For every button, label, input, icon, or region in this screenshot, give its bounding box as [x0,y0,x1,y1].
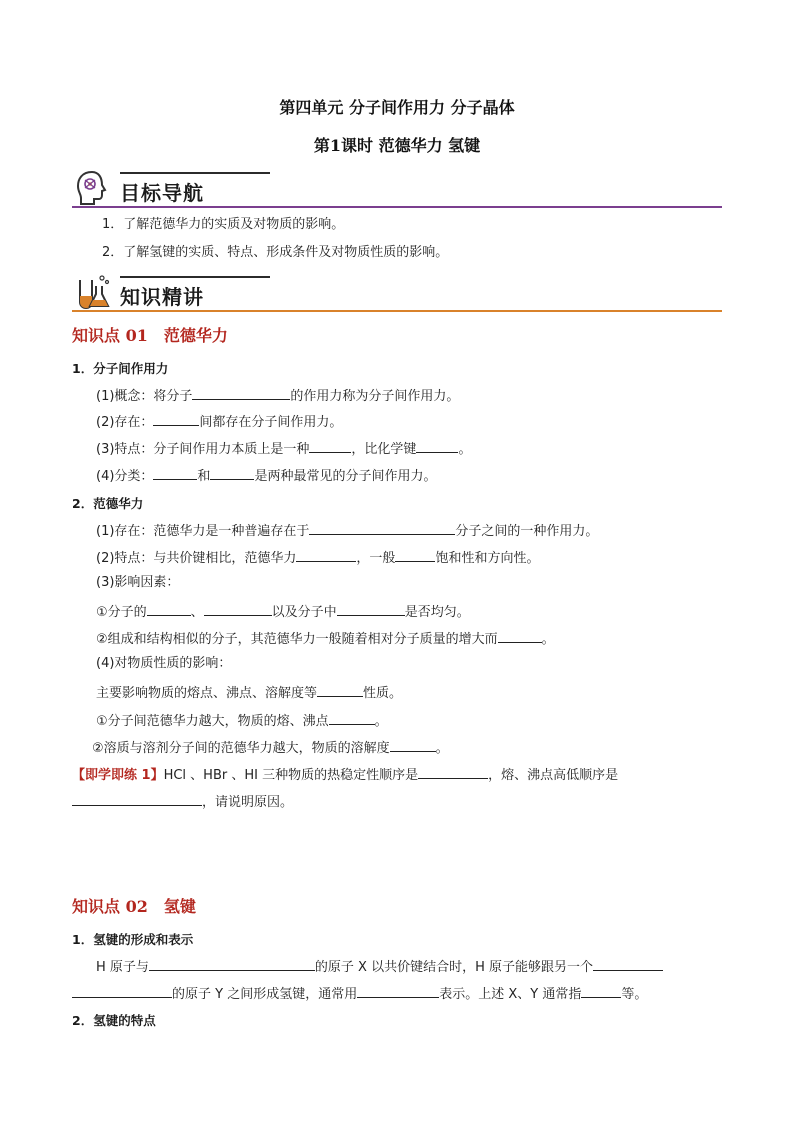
kp1-title: 知识点 01 范德华力 [72,326,228,345]
kp1-line-concept: (1)概念：将分子 的作用力称为分子间作用力。 [96,386,459,405]
blank[interactable] [418,765,488,779]
blank[interactable] [296,548,356,562]
blank[interactable] [72,792,202,806]
head-brain-icon [72,168,112,208]
section-goals-label: 目标导航 [120,181,204,205]
blank[interactable] [147,602,191,616]
blank[interactable] [149,957,315,971]
blank[interactable] [581,984,621,998]
blank[interactable] [390,738,436,752]
blank[interactable] [498,629,542,643]
kp2-heading-1: 1．氢键的形成和表示 [72,932,194,947]
kp2-title: 知识点 02 氢键 [72,897,196,916]
kp1-vdw-effect-1: ①分子间范德华力越大，物质的熔、沸点 。 [96,711,388,730]
flask-icon [72,272,112,312]
kp1-vdw-effect-2: ②溶质与溶剂分子间的范德华力越大，物质的溶解度 。 [92,738,449,757]
kp2-heading-2: 2．氢键的特点 [72,1013,156,1028]
blank[interactable] [153,412,199,426]
goal-item-2: 2．了解氢键的实质、特点、形成条件及对物质性质的影响。 [102,245,449,260]
kp1-heading-2: 2．范德华力 [72,496,144,511]
blank[interactable] [317,683,363,697]
blank[interactable] [416,439,458,453]
blank[interactable] [153,466,197,480]
blank[interactable] [395,548,435,562]
kp1-line-classify: (4)分类： 和 是两种最常见的分子间作用力。 [96,466,436,485]
kp1-vdw-exist: (1)存在：范德华力是一种普遍存在于 分子之间的一种作用力。 [96,521,598,540]
kp1-vdw-effect-main: 主要影响物质的熔点、沸点、溶解度等 性质。 [96,683,402,702]
kp1-vdw-feature: (2)特点：与共价键相比，范德华力 ，一般 饱和性和方向性。 [96,548,539,567]
kp1-vdw-factor-2: ②组成和结构相似的分子，其范德华力一般随着相对分子质量的增大而 。 [96,629,555,648]
kp1-vdw-factor-1: ①分子的 、 以及分子中 是否均匀。 [96,602,470,621]
blank[interactable] [337,602,405,616]
section-knowledge-label: 知识精讲 [120,285,204,309]
kp1-vdw-factors: (3)影响因素： [96,575,180,590]
page-title: 第四单元 分子间作用力 分子晶体 [279,98,515,117]
blank[interactable] [593,957,663,971]
kp1-line-exist: (2)存在： 间都存在分子间作用力。 [96,412,342,431]
goal-item-1: 1．了解范德华力的实质及对物质的影响。 [102,217,345,232]
kp2-line-2: 的原子 Y 之间形成氢键，通常用 表示。上述 X、Y 通常指 等。 [72,984,647,1003]
blank[interactable] [210,466,254,480]
page-subtitle: 第1课时 范德华力 氢键 [313,136,481,155]
section-goals-header [72,168,722,208]
blank[interactable] [309,439,351,453]
blank[interactable] [329,711,375,725]
kp1-line-feature: (3)特点：分子间作用力本质上是一种 ，比化学键 。 [96,439,471,458]
kp2-line-1: H 原子与 的原子 X 以共价键结合时，H 原子能够跟另一个 [96,957,663,976]
section-knowledge-rule [72,310,722,312]
kp1-exercise-cont: ，请说明原因。 [72,792,293,811]
section-goals-rule [72,206,722,208]
blank[interactable] [309,521,455,535]
kp1-vdw-effect: (4)对物质性质的影响： [96,656,232,671]
section-knowledge-header [72,272,722,312]
kp1-exercise: 【即学即练 1】HCl 、HBr 、HI 三种物质的热稳定性顺序是 ，熔、沸点高低顺序是 [72,765,722,784]
blank[interactable] [72,984,172,998]
blank[interactable] [357,984,439,998]
blank[interactable] [192,386,290,400]
kp1-heading-1: 1．分子间作用力 [72,361,169,376]
blank[interactable] [204,602,272,616]
